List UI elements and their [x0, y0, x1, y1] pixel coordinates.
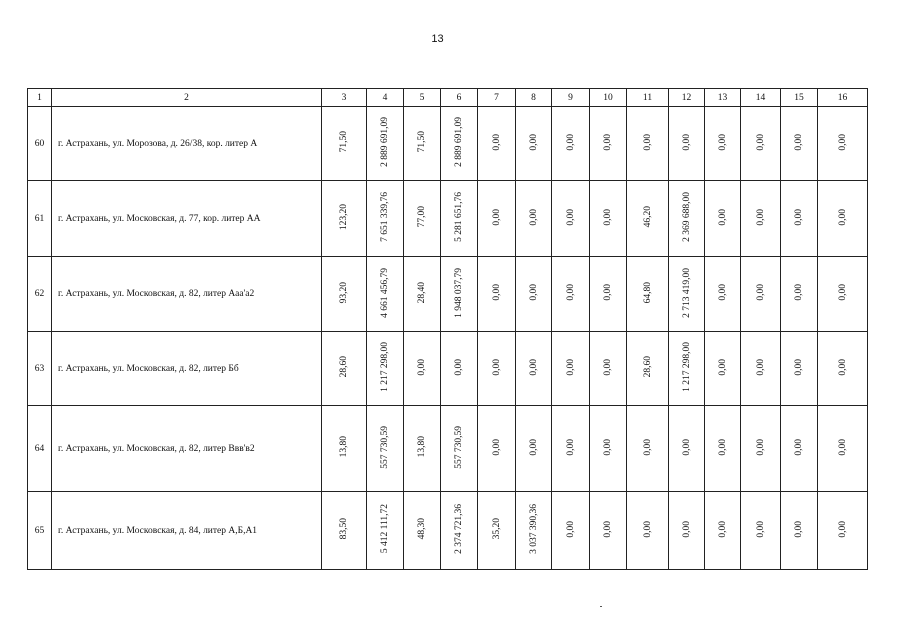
value-text: 46,20 [642, 206, 653, 228]
value-text: 0,00 [603, 208, 613, 226]
value-cell-14 [741, 257, 781, 332]
value-cell-5 [404, 332, 441, 406]
value-text: 0,00 [717, 284, 728, 301]
value-text: 0,00 [681, 133, 692, 151]
value-cell-6 [441, 332, 478, 406]
value-text: 0,00 [681, 438, 692, 456]
value-cell-8 [516, 332, 552, 406]
value-text: 0,00 [717, 520, 728, 538]
value-cell-13 [705, 257, 741, 332]
value-text: 557 730,59 [380, 425, 390, 469]
value-cell-3 [322, 257, 367, 332]
table-row [28, 181, 868, 257]
value-cell-15 [781, 406, 818, 492]
value-cell-15 [781, 257, 818, 332]
value-text: 0,00 [837, 438, 848, 456]
column-header: 11 [627, 89, 669, 107]
value-cell-4 [367, 332, 404, 406]
value-text: 0,00 [491, 133, 502, 151]
value-cell-3 [322, 332, 367, 406]
value-text: 0,00 [794, 284, 804, 301]
value-text: 123,20 [339, 203, 349, 231]
column-header: 10 [590, 89, 627, 107]
value-text: 35,20 [491, 518, 502, 540]
value-text: 1 217 298,00 [380, 342, 390, 392]
value-text: 0,00 [755, 133, 766, 151]
value-text: 0,00 [491, 358, 502, 376]
value-cell-14 [741, 492, 781, 570]
value-cell-6 [441, 492, 478, 570]
value-cell-16 [818, 181, 868, 257]
value-cell-3 [322, 107, 367, 181]
value-text: 0,00 [642, 520, 653, 538]
value-cell-7 [478, 107, 516, 181]
value-text: 28,60 [339, 356, 349, 378]
value-cell-13 [705, 406, 741, 492]
value-cell-3 [322, 406, 367, 492]
value-text: 0,00 [681, 520, 692, 538]
value-text: 0,00 [528, 133, 539, 151]
value-text: 0,00 [717, 208, 728, 226]
address-cell: г. Астрахань, ул. Московская, д. 84, литер А,Б,А1 [52, 492, 322, 570]
value-cell-12 [669, 492, 705, 570]
value-text: 0,00 [454, 358, 464, 376]
value-cell-4 [367, 257, 404, 332]
value-cell-4 [367, 492, 404, 570]
value-cell-6 [441, 107, 478, 181]
value-cell-11 [627, 107, 669, 181]
column-header: 15 [781, 89, 818, 107]
value-cell-15 [781, 181, 818, 257]
value-cell-8 [516, 181, 552, 257]
value-cell-7 [478, 257, 516, 332]
column-header: 8 [516, 89, 552, 107]
value-text: 0,00 [603, 520, 613, 538]
value-cell-5 [404, 257, 441, 332]
value-cell-16 [818, 406, 868, 492]
value-cell-8 [516, 107, 552, 181]
value-text: 2 889 691,09 [380, 117, 390, 167]
value-text: 0,00 [603, 284, 613, 301]
data-table [27, 88, 868, 570]
value-text: 0,00 [565, 520, 576, 538]
value-cell-14 [741, 107, 781, 181]
value-cell-10 [590, 492, 627, 570]
value-cell-11 [627, 406, 669, 492]
value-text: 0,00 [717, 358, 728, 376]
value-cell-4 [367, 181, 404, 257]
value-cell-13 [705, 107, 741, 181]
value-cell-9 [552, 181, 590, 257]
value-text: 0,00 [717, 438, 728, 456]
value-cell-16 [818, 107, 868, 181]
column-header: 14 [741, 89, 781, 107]
value-cell-9 [552, 332, 590, 406]
value-cell-16 [818, 257, 868, 332]
table-row [28, 492, 868, 570]
value-cell-13 [705, 492, 741, 570]
value-cell-12 [669, 332, 705, 406]
value-cell-3 [322, 492, 367, 570]
value-cell-16 [818, 332, 868, 406]
value-cell-5 [404, 492, 441, 570]
value-text: 0,00 [837, 520, 848, 538]
value-text: 13,80 [417, 436, 427, 458]
value-cell-13 [705, 181, 741, 257]
value-cell-8 [516, 257, 552, 332]
value-cell-6 [441, 257, 478, 332]
value-text: 0,00 [565, 438, 576, 456]
scan-mark [600, 606, 602, 607]
row-number-cell: 63 [28, 332, 52, 406]
value-cell-12 [669, 257, 705, 332]
value-text: 13,80 [339, 436, 349, 458]
address-cell: г. Астрахань, ул. Московская, д. 77, кор. литер АА [52, 181, 322, 257]
value-text: 0,00 [528, 284, 539, 301]
value-cell-5 [404, 107, 441, 181]
value-cell-14 [741, 406, 781, 492]
value-text: 71,50 [339, 131, 349, 153]
value-cell-13 [705, 332, 741, 406]
column-header: 3 [322, 89, 367, 107]
value-cell-7 [478, 181, 516, 257]
value-text: 71,50 [417, 131, 427, 153]
value-text: 0,00 [837, 284, 848, 301]
value-cell-6 [441, 181, 478, 257]
value-cell-9 [552, 406, 590, 492]
table-row [28, 406, 868, 492]
value-cell-6 [441, 406, 478, 492]
value-cell-7 [478, 492, 516, 570]
value-text: 0,00 [417, 358, 427, 376]
value-text: 0,00 [837, 133, 848, 151]
value-text: 3 037 390,36 [528, 504, 539, 554]
value-cell-9 [552, 107, 590, 181]
value-text: 0,00 [491, 284, 502, 301]
table-row [28, 107, 868, 181]
value-text: 28,40 [417, 281, 427, 304]
value-cell-10 [590, 181, 627, 257]
table-row [28, 257, 868, 332]
row-number-cell: 62 [28, 257, 52, 332]
table-row [28, 332, 868, 406]
value-cell-15 [781, 332, 818, 406]
value-cell-12 [669, 406, 705, 492]
value-cell-10 [590, 406, 627, 492]
column-header: 4 [367, 89, 404, 107]
value-text: 0,00 [603, 438, 613, 456]
value-text: 2 374 721,36 [454, 504, 464, 554]
value-text: 0,00 [837, 208, 848, 226]
value-text: 0,00 [642, 133, 653, 151]
value-text: 0,00 [603, 133, 613, 151]
column-header: 2 [52, 89, 322, 107]
value-text: 0,00 [755, 284, 766, 301]
value-text: 77,00 [417, 206, 427, 228]
value-cell-7 [478, 332, 516, 406]
row-number-cell: 64 [28, 406, 52, 492]
value-text: 83,50 [339, 518, 349, 540]
value-cell-16 [818, 492, 868, 570]
value-text: 1 948 037,79 [454, 267, 464, 318]
value-cell-11 [627, 492, 669, 570]
page-number: 13 [431, 33, 444, 45]
value-text: 0,00 [565, 358, 576, 376]
column-header: 13 [705, 89, 741, 107]
value-cell-11 [627, 257, 669, 332]
column-header: 7 [478, 89, 516, 107]
value-cell-12 [669, 181, 705, 257]
value-cell-5 [404, 406, 441, 492]
value-text: 2 889 691,09 [454, 117, 464, 167]
value-text: 0,00 [565, 208, 576, 226]
value-cell-12 [669, 107, 705, 181]
value-text: 0,00 [794, 520, 804, 538]
value-text: 0,00 [603, 358, 613, 376]
value-text: 0,00 [528, 208, 539, 226]
value-cell-15 [781, 492, 818, 570]
value-text: 93,20 [339, 281, 349, 304]
value-text: 0,00 [755, 208, 766, 226]
value-cell-11 [627, 332, 669, 406]
value-text: 0,00 [755, 438, 766, 456]
value-cell-14 [741, 332, 781, 406]
value-cell-9 [552, 492, 590, 570]
header-row [28, 89, 868, 107]
value-text: 4 661 456,79 [380, 267, 390, 318]
column-header: 16 [818, 89, 868, 107]
value-cell-4 [367, 406, 404, 492]
value-text: 2 713 419,00 [681, 267, 692, 318]
value-text: 0,00 [717, 133, 728, 151]
value-cell-10 [590, 332, 627, 406]
value-text: 0,00 [528, 358, 539, 376]
value-text: 0,00 [565, 284, 576, 301]
value-cell-10 [590, 257, 627, 332]
value-cell-5 [404, 181, 441, 257]
row-number-cell: 65 [28, 492, 52, 570]
value-text: 48,30 [417, 518, 427, 540]
address-cell: г. Астрахань, ул. Морозова, д. 26/38, кор. литер А [52, 107, 322, 181]
row-number-cell: 61 [28, 181, 52, 257]
value-cell-4 [367, 107, 404, 181]
column-header: 5 [404, 89, 441, 107]
value-text: 0,00 [755, 520, 766, 538]
value-text: 0,00 [528, 438, 539, 456]
value-text: 0,00 [794, 133, 804, 151]
value-text: 557 730,59 [454, 425, 464, 469]
address-cell: г. Астрахань, ул. Московская, д. 82, литер Ввв'в2 [52, 406, 322, 492]
value-cell-15 [781, 107, 818, 181]
value-text: 5 281 651,76 [454, 192, 464, 242]
value-text: 0,00 [755, 358, 766, 376]
value-text: 0,00 [794, 208, 804, 226]
column-header: 12 [669, 89, 705, 107]
value-text: 0,00 [837, 358, 848, 376]
value-text: 0,00 [565, 133, 576, 151]
value-text: 0,00 [794, 438, 804, 456]
value-cell-7 [478, 406, 516, 492]
address-cell: г. Астрахань, ул. Московская, д. 82, литер Ааа'а2 [52, 257, 322, 332]
value-cell-8 [516, 406, 552, 492]
value-cell-9 [552, 257, 590, 332]
row-number-cell: 60 [28, 107, 52, 181]
value-text: 1 217 298,00 [681, 342, 692, 392]
value-text: 0,00 [491, 208, 502, 226]
value-text: 7 651 339,76 [380, 192, 390, 242]
value-cell-11 [627, 181, 669, 257]
address-cell: г. Астрахань, ул. Московская, д. 82, литер Бб [52, 332, 322, 406]
value-cell-10 [590, 107, 627, 181]
value-cell-8 [516, 492, 552, 570]
value-cell-14 [741, 181, 781, 257]
value-text: 0,00 [794, 358, 804, 376]
value-text: 28,60 [642, 356, 653, 378]
value-cell-3 [322, 181, 367, 257]
column-header: 1 [28, 89, 52, 107]
column-header: 6 [441, 89, 478, 107]
value-text: 64,80 [642, 281, 653, 304]
value-text: 5 412 111,72 [380, 504, 390, 554]
value-text: 2 369 688,00 [681, 192, 692, 242]
column-header: 9 [552, 89, 590, 107]
value-text: 0,00 [642, 438, 653, 456]
value-text: 0,00 [491, 438, 502, 456]
